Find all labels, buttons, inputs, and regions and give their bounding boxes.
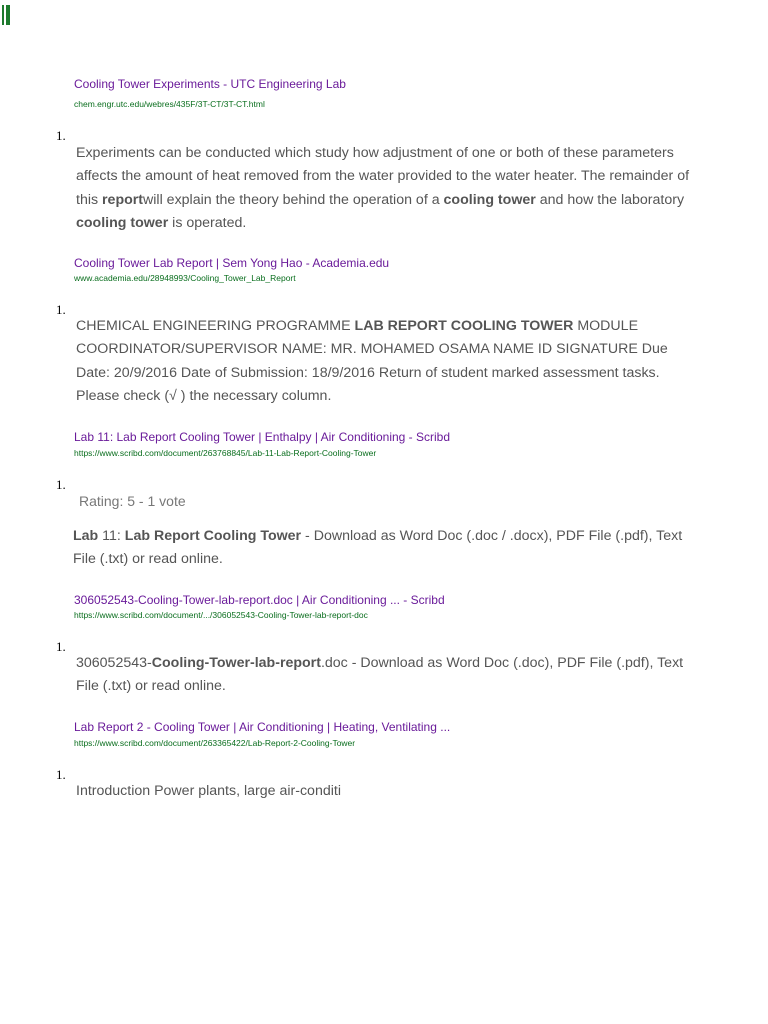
list-number: 1. [56,302,66,317]
result-title-link[interactable]: Lab Report 2 - Cooling Tower | Air Conditioning | Heating, Ventilating ... [74,720,451,734]
result-title-link[interactable]: 306052543-Cooling-Tower-lab-report.doc | Air Conditioning ... - Scribd [74,593,445,607]
rating-text: Rating: 5 - 1 vote [79,493,186,509]
result-title-link[interactable]: Cooling Tower Experiments - UTC Engineering Lab [74,77,346,91]
corner-marker-icon [2,5,10,25]
list-number: 1. [56,639,66,654]
result-title-link[interactable]: Lab 11: Lab Report Cooling Tower | Enthalpy | Air Conditioning - Scribd [74,430,451,444]
result-url: https://www.scribd.com/document/.../306052543-Cooling-Tower-lab-report-doc [74,610,368,620]
list-number: 1. [56,477,66,492]
result-snippet: Lab 11: Lab Report Cooling Tower - Download as Word Doc (.doc / .docx), PDF File (.pdf), Text File (.txt) or read online. [73,528,683,567]
result-url: https://www.scribd.com/document/263768845/Lab-11-Lab-Report-Cooling-Tower [74,448,377,458]
list-number: 1. [56,767,66,782]
result-url: chem.engr.utc.edu/webres/435F/3T-CT/3T-CT.html [74,99,265,109]
list-number: 1. [56,128,66,143]
result-snippet: Experiments can be conducted which study how adjustment of one or both of these parameters affects the amount of heat removed from the water provided to the water heater. The remainder of this reportwill explain the theory behind the operation of a cooling tower and how the laboratory cooling tower is operated. [76,145,690,231]
result-snippet: CHEMICAL ENGINEERING PROGRAMME LAB REPORT COOLING TOWER MODULE COORDINATOR/SUPERVISOR NAME: MR. MOHAMED OSAMA NAME ID SIGNATURE Due Date: 20/9/2016 Date of Submission: 18/9/2016 Return of student marked assessment tasks. Please check (√ ) the necessary column. [76,318,668,404]
result-snippet: Introduction Power plants, large air-conditi [76,783,341,799]
result-snippet: 306052543-Cooling-Tower-lab-report.doc - Download as Word Doc (.doc), PDF File (.pdf), Text File (.txt) or read online. [76,655,684,695]
result-title-link[interactable]: Cooling Tower Lab Report | Sem Yong Hao - Academia.edu [74,256,390,270]
result-url: https://www.scribd.com/document/263365422/Lab-Report-2-Cooling-Tower [74,738,356,748]
result-url: www.academia.edu/28948993/Cooling_Tower_Lab_Report [74,273,296,283]
